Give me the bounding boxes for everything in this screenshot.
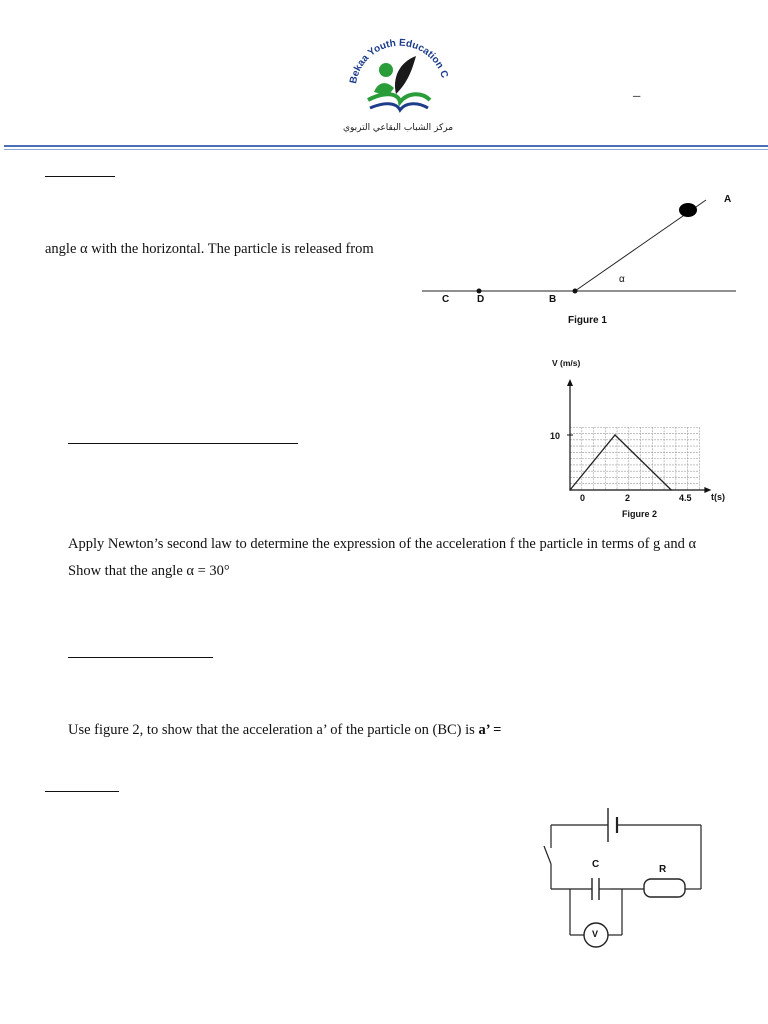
data-point	[614, 434, 616, 436]
data-point	[569, 489, 571, 491]
label-a: A	[724, 194, 732, 205]
subsection-underline	[68, 657, 213, 658]
circuit-diagram	[540, 800, 710, 960]
label-d: D	[477, 294, 485, 305]
chart-xlabel: t(s)	[711, 492, 725, 502]
subsection-underline	[68, 443, 298, 444]
resistor	[644, 879, 685, 897]
chart-xtick: 0	[580, 493, 586, 503]
switch	[544, 846, 551, 864]
point-b	[573, 289, 578, 294]
body-text-line	[68, 722, 501, 739]
section-title-underline	[45, 176, 115, 177]
header-divider-thin	[4, 149, 768, 150]
header-dash: –	[633, 88, 641, 104]
body-text: Use figure 2, to show that the acceleration a’ of the particle on (BC) is	[68, 722, 479, 738]
data-point	[670, 489, 672, 491]
header-divider	[4, 145, 768, 147]
particle	[679, 203, 697, 217]
section-title-underline	[45, 791, 119, 792]
capacitor-label: C	[592, 859, 600, 870]
header-logo	[338, 22, 458, 140]
velocity-series-line	[570, 435, 671, 490]
body-text-line: Apply Newton’s second law to determine the expression of the acceleration f the particle in terms of g and α	[68, 536, 697, 552]
chart-xtick: 2	[625, 493, 631, 503]
figure-1-caption: Figure 1	[568, 315, 607, 326]
logo-text-ar: مركز الشباب البقاعي التربوي	[342, 123, 454, 133]
figure-2	[540, 355, 740, 525]
label-c: C	[442, 294, 450, 305]
y-axis-arrow-icon	[567, 379, 573, 386]
svg-text:Bekaa Youth Education Center	[338, 22, 450, 85]
logo-text-en: Bekaa Youth Education C	[348, 37, 450, 85]
chart-ylabel: V (m/s)	[552, 358, 581, 368]
body-text-line: angle α with the horizontal. The particle is released from	[45, 241, 374, 257]
resistor-label: R	[659, 864, 667, 875]
chart-xtick: 4.5	[679, 493, 692, 503]
label-alpha: α	[619, 274, 625, 285]
bekaa-youth-logo-icon	[338, 22, 458, 140]
voltmeter-label: V	[592, 929, 599, 939]
body-text-line: Show that the angle α = 30°	[68, 563, 230, 579]
chart-ytick: 10	[550, 431, 561, 441]
velocity-time-chart	[540, 355, 740, 525]
body-text-bold: a’ =	[478, 722, 502, 738]
figure-1	[420, 188, 750, 333]
figure-2-caption: Figure 2	[622, 509, 658, 519]
label-b: B	[549, 294, 557, 305]
point-d	[477, 289, 482, 294]
